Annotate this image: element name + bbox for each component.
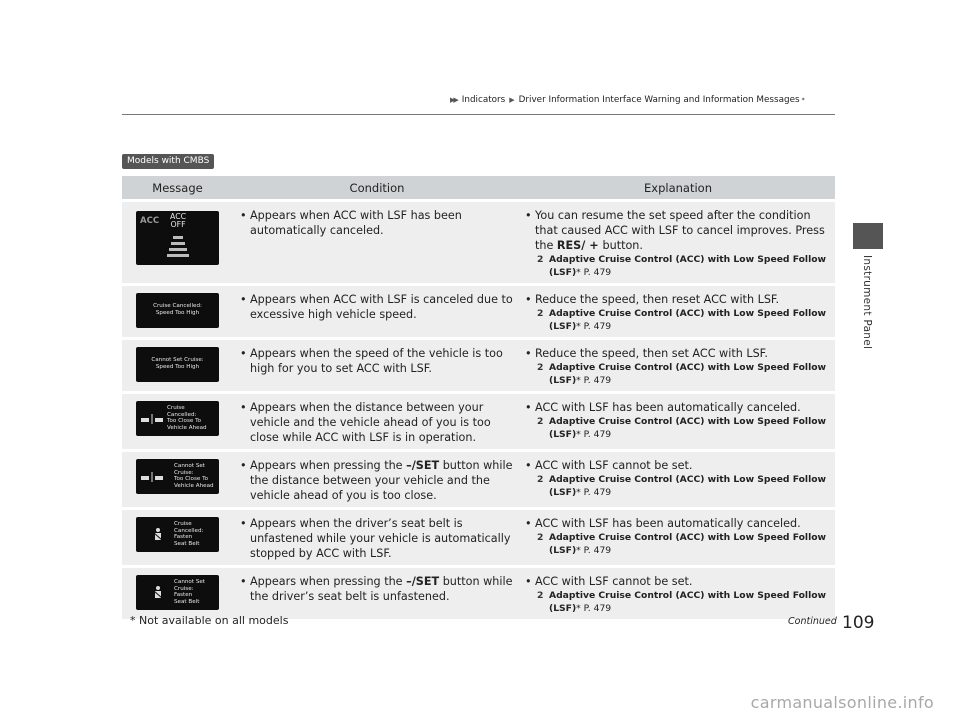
message-cell <box>122 452 233 507</box>
header-explanation: Explanation <box>521 176 835 199</box>
condition-cell <box>233 340 521 391</box>
condition-cell <box>233 202 521 283</box>
condition-text: Appears when pressing the <box>250 575 407 588</box>
explanation-text: ACC with LSF has been automatically canceled. <box>535 517 801 530</box>
cross-reference[interactable] <box>537 307 829 333</box>
reference-page: P. 479 <box>583 603 612 614</box>
reference-page: P. 479 <box>583 267 612 278</box>
message-table <box>122 173 835 622</box>
bullet-icon: • <box>240 517 247 530</box>
reference-title: Adaptive Cruise Control (ACC) with Low Speed Follow (LSF) <box>549 362 827 386</box>
cross-reference[interactable] <box>537 415 829 441</box>
message-cell <box>122 510 233 565</box>
explanation-cell <box>521 286 835 337</box>
explanation-text-end: button. <box>602 239 643 252</box>
watermark: carmanualsonline.info <box>750 693 934 712</box>
message-display <box>136 517 219 552</box>
condition-text-end: button while the driver’s seat belt is unfastened. <box>250 575 513 603</box>
explanation-text: Reduce the speed, then set ACC with LSF. <box>535 347 768 360</box>
message-cell <box>122 202 233 283</box>
explanation-text: ACC with LSF cannot be set. <box>535 459 693 472</box>
condition-cell <box>233 568 521 619</box>
explanation-text: Reduce the speed, then reset ACC with LSF. <box>535 293 780 306</box>
reference-title: Adaptive Cruise Control (ACC) with Low Speed Follow (LSF) <box>549 254 827 278</box>
reference-asterisk: * <box>576 375 581 386</box>
footnote: * Not available on all models <box>130 614 289 627</box>
reference-asterisk: * <box>576 545 581 556</box>
reference-icon: 2 <box>537 254 544 265</box>
message-cell <box>122 286 233 337</box>
section-tab <box>853 223 883 249</box>
models-tag: Models with CMBS <box>122 154 214 169</box>
bullet-icon: • <box>525 459 532 472</box>
reference-icon: 2 <box>537 590 544 601</box>
condition-cell <box>233 452 521 507</box>
bullet-icon: • <box>240 293 247 306</box>
reference-icon: 2 <box>537 416 544 427</box>
arrow-icon: ▶ <box>509 96 515 104</box>
reference-page: P. 479 <box>583 429 612 440</box>
reference-icon: 2 <box>537 532 544 543</box>
display-text: Cannot Set Cruise: Speed Too High <box>151 357 204 370</box>
bullet-icon: • <box>525 293 532 306</box>
header-message: Message <box>122 176 233 199</box>
bullet-icon: • <box>525 347 532 360</box>
message-display <box>136 401 219 436</box>
distance-bars-icon <box>163 235 193 261</box>
condition-text: Appears when the speed of the vehicle is too high for you to set ACC with LSF. <box>250 347 503 375</box>
bullet-icon: • <box>240 401 247 414</box>
reference-title: Adaptive Cruise Control (ACC) with Low Speed Follow (LSF) <box>549 532 827 556</box>
table-row <box>122 340 835 391</box>
reference-title: Adaptive Cruise Control (ACC) with Low Speed Follow (LSF) <box>549 474 827 498</box>
cross-reference[interactable] <box>537 531 829 557</box>
condition-text: Appears when the distance between your vehicle and the vehicle ahead of you is too close while ACC with LSF is in operation. <box>250 401 491 444</box>
condition-text: Appears when the driver’s seat belt is unfastened while your vehicle is automatically stopped by ACC with LSF. <box>250 517 511 560</box>
condition-text: Appears when ACC with LSF has been automatically canceled. <box>250 209 462 237</box>
table-row <box>122 286 835 337</box>
explanation-text: ACC with LSF cannot be set. <box>535 575 693 588</box>
message-display <box>136 347 219 382</box>
cross-reference[interactable] <box>537 473 829 499</box>
bullet-icon: • <box>240 209 247 222</box>
bullet-icon: • <box>240 459 247 472</box>
reference-asterisk: * <box>576 603 581 614</box>
table-header-row <box>122 176 835 199</box>
header-rule <box>122 114 835 115</box>
reference-title: Adaptive Cruise Control (ACC) with Low Speed Follow (LSF) <box>549 416 827 440</box>
breadcrumb <box>450 95 805 105</box>
cross-reference[interactable] <box>537 361 829 387</box>
reference-asterisk: * <box>576 487 581 498</box>
reference-page: P. 479 <box>583 321 612 332</box>
reference-page: P. 479 <box>583 545 612 556</box>
message-cell <box>122 394 233 449</box>
explanation-cell <box>521 340 835 391</box>
page-number: 109 <box>842 613 875 633</box>
table-row <box>122 394 835 449</box>
bullet-icon: • <box>525 517 532 530</box>
reference-asterisk: * <box>576 267 581 278</box>
display-text: Cruise Cancelled: Speed Too High <box>153 303 202 316</box>
reference-title: Adaptive Cruise Control (ACC) with Low Speed Follow (LSF) <box>549 308 827 332</box>
condition-text: Appears when ACC with LSF is canceled due to excessive high vehicle speed. <box>250 293 513 321</box>
message-cell <box>122 340 233 391</box>
table-row <box>122 568 835 619</box>
reference-icon: 2 <box>537 474 544 485</box>
table-row <box>122 202 835 283</box>
vehicle-distance-icon <box>141 413 165 425</box>
explanation-text: ACC with LSF has been automatically canceled. <box>535 401 801 414</box>
set-button-label: –/SET <box>406 459 440 472</box>
acc-off-label: ACC OFF <box>170 212 187 229</box>
cross-reference[interactable] <box>537 253 829 279</box>
section-label: Instrument Panel <box>861 255 873 350</box>
explanation-cell <box>521 452 835 507</box>
acc-off-display <box>136 211 219 265</box>
cross-reference[interactable] <box>537 589 829 615</box>
explanation-cell <box>521 202 835 283</box>
message-display <box>136 293 219 328</box>
breadcrumb-asterisk: * <box>801 96 805 104</box>
continued-label: Continued <box>788 616 837 627</box>
bullet-icon: • <box>525 575 532 588</box>
reference-page: P. 479 <box>583 487 612 498</box>
display-text: Cruise Cancelled: Too Close To Vehicle Ahead <box>167 405 207 431</box>
bullet-icon: • <box>525 401 532 414</box>
condition-text-end: button while the distance between your vehicle and the vehicle ahead of you is too close. <box>250 459 513 502</box>
reference-icon: 2 <box>537 308 544 319</box>
bullet-icon: • <box>525 209 532 222</box>
table-row <box>122 510 835 565</box>
acc-label: ACC <box>140 216 160 226</box>
table-row <box>122 452 835 507</box>
explanation-cell <box>521 510 835 565</box>
breadcrumb-driver-info: Driver Information Interface Warning and Information Messages <box>518 95 800 105</box>
explanation-text: You can resume the set speed after the condition that caused ACC with LSF to cancel improves. Press the <box>535 209 825 252</box>
message-display <box>136 459 219 494</box>
seatbelt-icon <box>153 586 163 600</box>
vehicle-distance-icon <box>141 471 165 483</box>
reference-asterisk: * <box>576 429 581 440</box>
set-button-label: –/SET <box>406 575 440 588</box>
condition-cell <box>233 394 521 449</box>
bullet-icon: • <box>240 347 247 360</box>
bullet-icon: • <box>240 575 247 588</box>
reference-asterisk: * <box>576 321 581 332</box>
explanation-cell <box>521 394 835 449</box>
condition-cell <box>233 286 521 337</box>
double-arrow-icon: ▶▶ <box>450 96 457 104</box>
display-text: Cannot Set Cruise: Too Close To Vehicle Ahead <box>174 463 214 489</box>
breadcrumb-indicators: Indicators <box>461 95 506 105</box>
reference-icon: 2 <box>537 362 544 373</box>
reference-page: P. 479 <box>583 375 612 386</box>
reference-title: Adaptive Cruise Control (ACC) with Low Speed Follow (LSF) <box>549 590 827 614</box>
header-condition: Condition <box>233 176 521 199</box>
display-text: Cruise Cancelled: Fasten Seat Belt <box>174 521 204 547</box>
seatbelt-icon <box>153 528 163 542</box>
message-display <box>136 575 219 610</box>
display-text: Cannot Set Cruise: Fasten Seat Belt <box>174 579 206 605</box>
condition-cell <box>233 510 521 565</box>
condition-text: Appears when pressing the <box>250 459 407 472</box>
res-button-label: RES/ + <box>556 239 603 252</box>
explanation-cell <box>521 568 835 619</box>
message-cell <box>122 568 233 619</box>
